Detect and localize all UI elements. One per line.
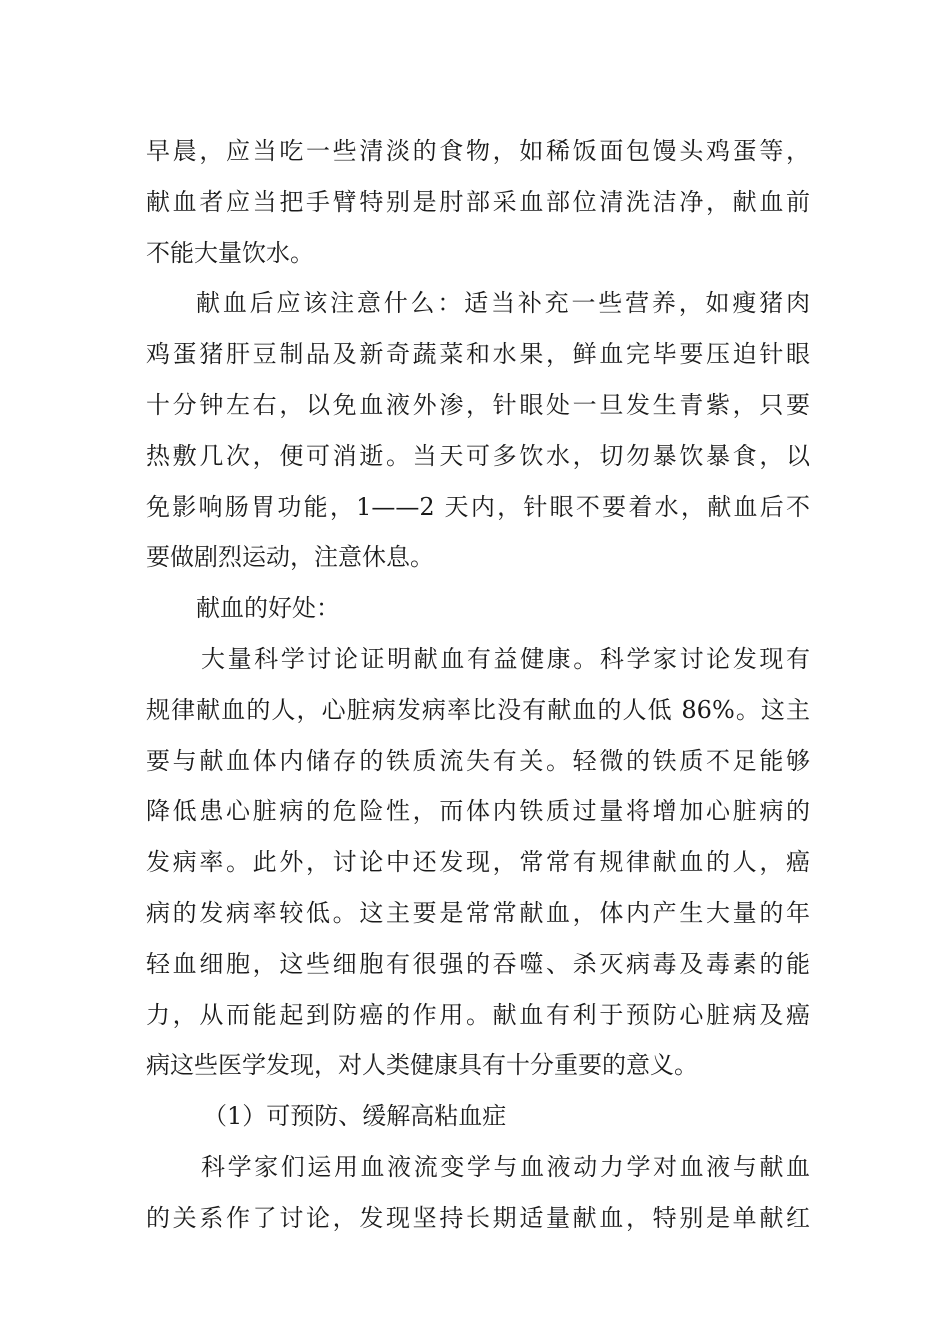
text-line: 献血后应该注意什么：适当补充一些营养，如瘦猪肉 <box>196 289 810 318</box>
text-line: 降低患心脏病的危险性，而体内铁质过量将增加心脏病的 <box>146 797 810 826</box>
text-line: 的关系作了讨论，发现坚持长期适量献血，特别是单献红 <box>146 1203 810 1232</box>
text-line: 发病率。此外，讨论中还发现，常常有规律献血的人，癌 <box>146 848 810 877</box>
text-line: 鸡蛋猪肝豆制品及新奇蔬菜和水果，鲜血完毕要压迫针眼 <box>146 340 810 369</box>
section-heading: 献血的好处： <box>196 594 340 623</box>
text-line: 力，从而能起到防癌的作用。献血有利于预防心脏病及癌 <box>146 1000 810 1029</box>
text-line: 大量科学讨论证明献血有益健康。科学家讨论发现有 <box>201 644 810 673</box>
text-line: 十分钟左右，以免血液外渗，针眼处一旦发生青紫，只要 <box>146 390 810 419</box>
text-line: 献血者应当把手臂特别是肘部采血部位清洗洁净，献血前 <box>146 187 810 216</box>
document-body <box>146 126 810 1244</box>
text-line: 科学家们运用血液流变学与血液动力学对血液与献血 <box>201 1152 810 1181</box>
text-line: 病这些医学发现，对人类健康具有十分重要的意义。 <box>146 1051 698 1080</box>
text-line: 早晨，应当吃一些清淡的食物，如稀饭面包馒头鸡蛋等， <box>146 137 810 165</box>
text-line: 轻血细胞，这些细胞有很强的吞噬、杀灭病毒及毒素的能 <box>146 949 810 978</box>
text-line: 要做剧烈运动，注意休息。 <box>146 543 434 572</box>
text-line: 免影响肠胃功能，1——2 天内，针眼不要着水，献血后不 <box>146 492 810 521</box>
subsection-heading: （1）可预防、缓解高粘血症 <box>203 1102 507 1131</box>
text-line: 规律献血的人，心脏病发病率比没有献血的人低 86%。这主 <box>146 695 810 724</box>
text-line: 不能大量饮水。 <box>146 238 314 267</box>
text-line: 热敷几次，便可消逝。当天可多饮水，切勿暴饮暴食，以 <box>146 441 810 470</box>
text-line: 病的发病率较低。这主要是常常献血，体内产生大量的年 <box>146 898 810 927</box>
text-line: 要与献血体内储存的铁质流失有关。轻微的铁质不足能够 <box>146 746 810 775</box>
